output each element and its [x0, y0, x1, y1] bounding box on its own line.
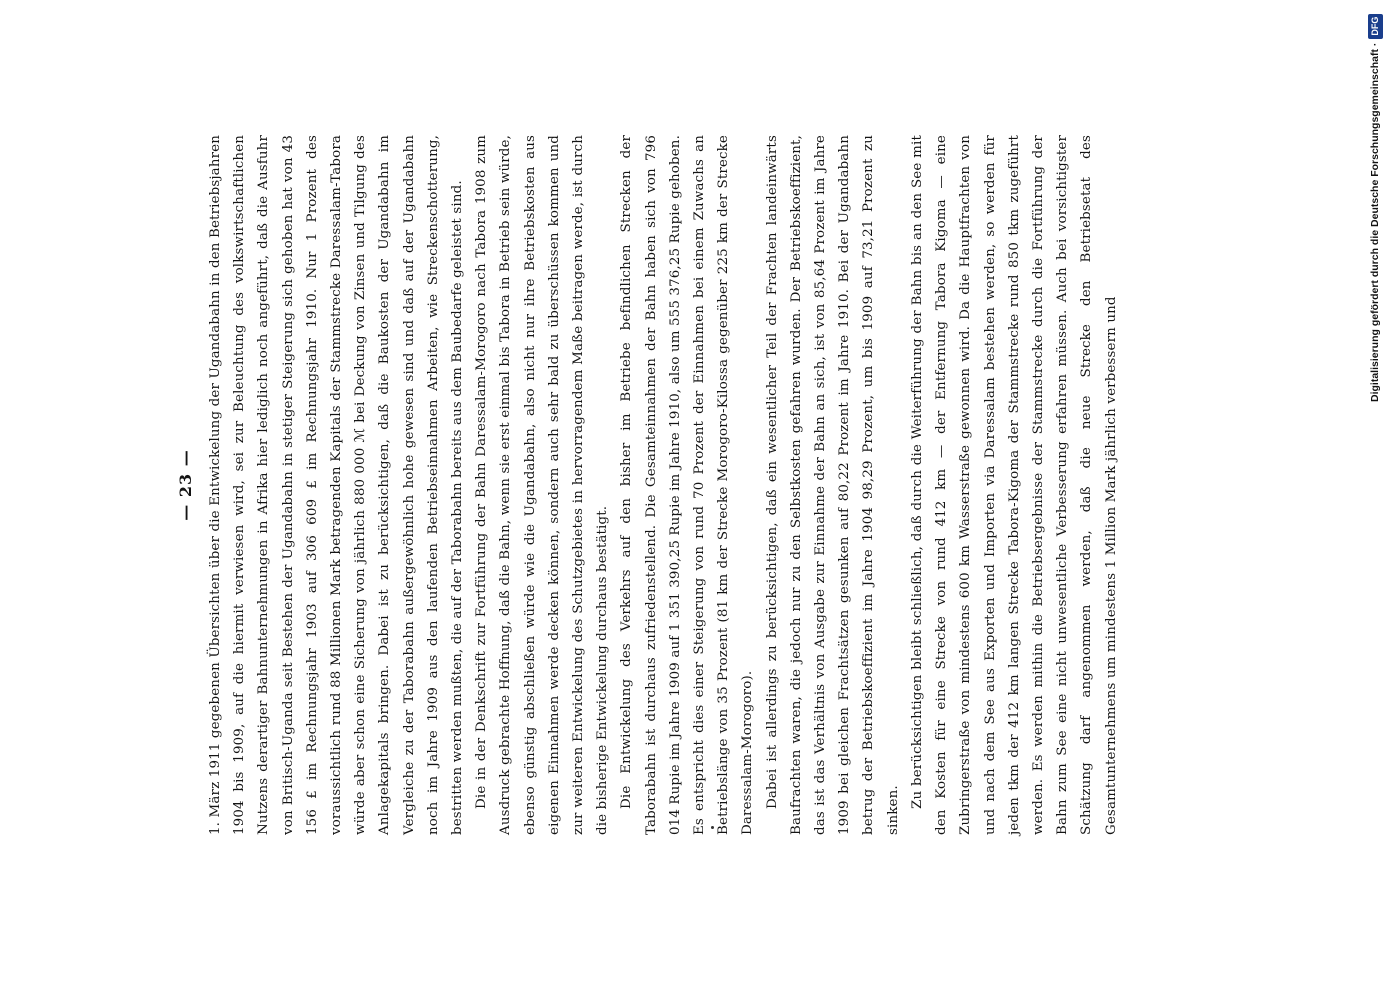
- paragraph-2: Die in der Denkschrift zur Fortführung der Bahn Daressalam-Morogoro nach Tabora 1908 zum Ausdruck gebrachte Hoffnung, daß die Bahn, wenn sie erst einmal bis Tabora in Betrieb sein würde, ebenso günstig abschließen würde wie die Ugandabahn, also nicht nur ihre Betriebskosten aus eigenen Einnahmen werde decken können, sondern auch sehr bald zu überschüssen kommen und zur weiteren Entwickelung des Schutzgebietes in hervorragendem Maße beitragen werde, ist durch die bisherige Entwickelung durchaus bestätigt.: [474, 135, 611, 835]
- dfg-logo-icon: DFG: [1368, 14, 1383, 39]
- funding-credit: [1363, 10, 1383, 410]
- scanned-page: [168, 0, 1119, 835]
- funding-credit-text: Digitalisierung gefördert durch die Deutsche Forschungsgemeinschaft ·: [1369, 42, 1381, 402]
- funding-credit-rotated: [1365, 2, 1383, 402]
- page-number: — 23 —: [176, 449, 195, 521]
- paragraph-4: Dabei ist allerdings zu berücksichtigen, daß ein wesentlicher Teil der Frachten landeinwärts Baufrachten waren, die jedoch nur zu den Selbstkosten gefahren wurden. Der Betriebskoeffizient, das ist das Verhältnis von Ausgabe zur Einnahme der Bahn an sich, ist von 85,64 Prozent im Jahre 1909 bei gleichen Frachtsätzen gesunken auf 80,22 Prozent im Jahre 1910. Bei der Ugandabahn betrug der Betriebskoeffizient im Jahre 1904 98,29 Prozent, um bis 1909 auf 73,21 Prozent zu sinken.: [764, 135, 901, 835]
- page-content: [168, 135, 1248, 835]
- scan-speck: [711, 826, 714, 829]
- paragraph-1: 1. März 1911 gegebenen Übersichten über die Entwickelung der Ugandabahn in den Betriebsjahren 1904 bis 1909, auf die hiermit verwiesen wird, sei zur Beleuchtung des volkswirtschaftlichen Nutzens derartiger Bahnunternehmungen in Afrika hier lediglich noch angeführt, daß die Ausfuhr von Britisch-Uganda seit Bestehen der Ugandabahn in stetiger Steigerung sich gehoben hat von 43 156 £ im Rechnungsjahr 1903 auf 306 609 £ im Rechnungsjahr 1910. Nur 1 Prozent des voraussichtlich rund 88 Millionen Mark betragenden Kapitals der Stammstrecke Daressalam-Tabora würde aber schon eine Sicherung von jährlich 880 000 ℳ bei Deckung von Zinsen und Tilgung des Anlagekapitals bringen. Dabei ist zu berücksichtigen, daß die Baukosten der Ugandabahn im Vergleiche zu der Taborabahn außergewöhnlich hohe gewesen sind und daß auf der Ugandabahn noch im Jahre 1909 aus den laufenden Betriebseinnahmen Arbeiten, wie Streckenschotterung, bestritten werden mußten, die auf der Taborabahn bereits aus dem Baubedarfe geleistet sind.: [208, 135, 466, 835]
- paragraph-3: Die Entwickelung des Verkehrs auf den bisher im Betriebe befindlichen Strecken der Taborabahn ist durchaus zufriedenstellend. Die Gesamteinnahmen der Bahn haben sich von 796 014 Rupie im Jahre 1909 auf 1 351 390,25 Rupie im Jahre 1910, also um 555 376,25 Rupie gehoben. Es entspricht dies einer Steigerung von rund 70 Prozent der Einnahmen bei einem Zuwachs an Betriebslänge von 35 Prozent (81 km der Strecke Morogoro-Kilossa gegenüber 225 km der Strecke Daressalam-Morogoro).: [619, 135, 756, 835]
- paragraph-5: Zu berücksichtigen bleibt schließlich, daß durch die Weiterführung der Bahn bis an den See mit den Kosten für eine Strecke von rund 412 km — der Entfernung Tabora Kigoma — eine Zubringerstraße von mindestens 600 km Wasserstraße gewonnen wird. Da die Hauptfrachten von und nach dem See aus Exporten und Importen via Daressalam bestehen werden, so werden für jeden tkm der 412 km langen Strecke Tabora-Kigoma der Stammstrecke rund 850 tkm zugeführt werden. Es werden mithin die Betriebsergebnisse der Stammstrecke durch die Fortführung der Bahn zum See eine nicht unwesentliche Verbesserung erfahren müssen. Auch bei vorsichtigster Schätzung darf angenommen werden, daß die neue Strecke den Betriebsetat des Gesamtunternehmens um mindestens 1 Million Mark jährlich verbessern und: [909, 135, 1119, 835]
